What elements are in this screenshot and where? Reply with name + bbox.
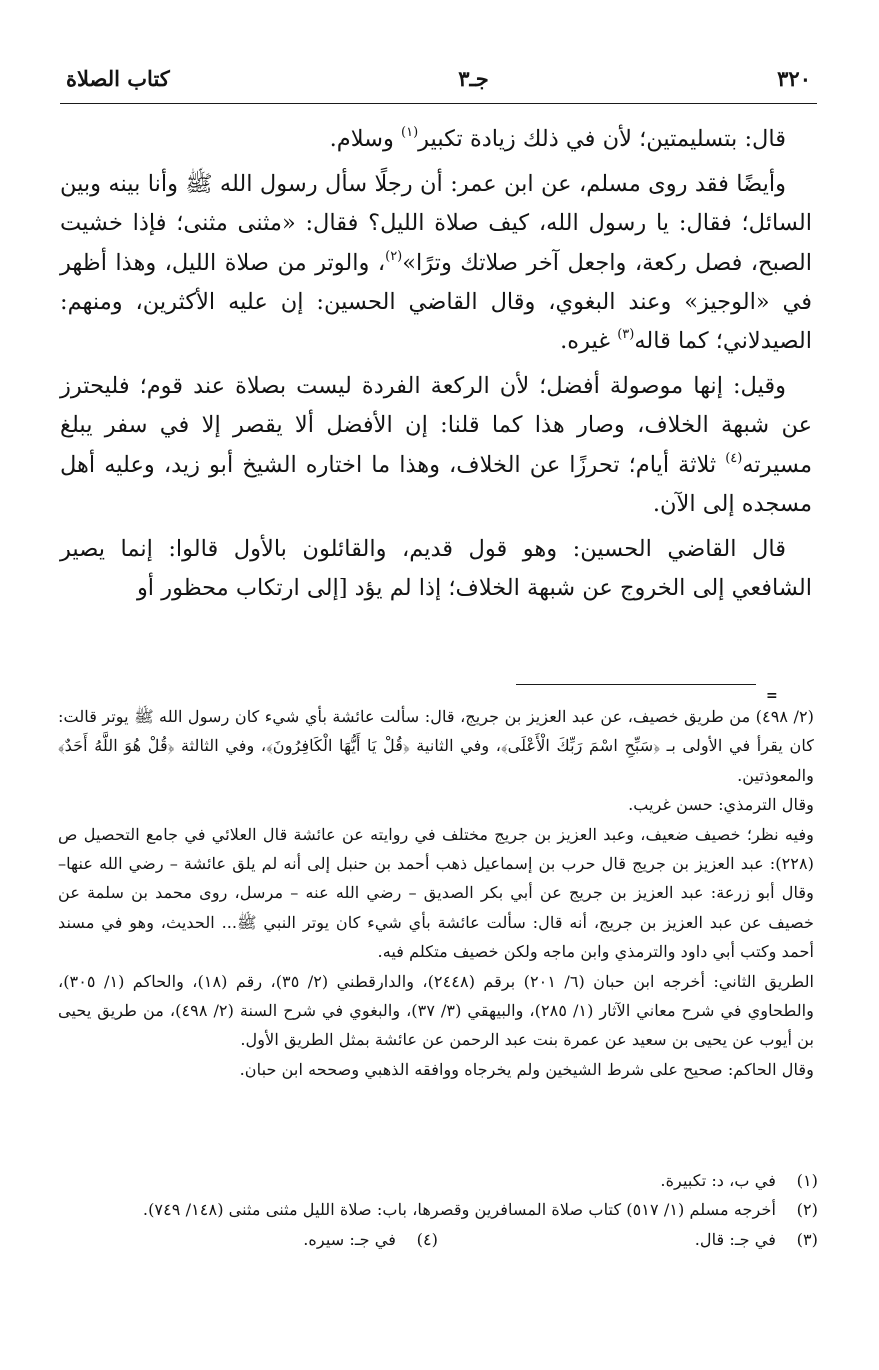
footnote-ref-2[interactable]: (٢): [385, 248, 403, 264]
p2-text-b: ، والوتر من صلاة الليل، وهذا أظهر في «الوجيز» وعند البغوي، وقال القاضي الحسين: إن عليه الأكثرين، ومنهم: الصيدلاني؛ كما قاله: [60, 249, 812, 355]
paragraph-1: [60, 120, 812, 159]
page-number: ٣٢٠: [777, 66, 811, 91]
footnote-cont-line-4: الطريق الثاني: أخرجه ابن حبان (٦/ ٢٠١) برقم (٢٤٤٨)، والدارقطني (٢/ ٣٥)، رقم (١٨)، والحاكم (١/ ٣٠٥)، والطحاوي في شرح معاني الآثار (١/ ٢٨٥)، والبيهقي (٣/ ٣٧)، والبغوي في شرح السنة (٢/ ٤٩٨)، من طريق يحيى بن أيوب عن يحيى بن سعيد عن عمرة بنت عبد الرحمن عن عائشة بمثل الطريق الأول.: [58, 971, 815, 1050]
header-rule: [60, 103, 817, 104]
footnote-cont-line-3: وفيه نظر؛ خصيف ضعيف، وعبد العزيز بن جريج مختلف في روايته عن عائشة قال العلائي في جامع التحصيل ص (٢٢٨): عبد العزيز بن جريج قال حرب بن إسماعيل ذهب أحمد بن حنبل إلى أنه لم يلق عائشة – رضي الله عنها– وقال أبو زرعة: عبد العزيز بن جريج عن أبي بكر الصديق – رضي الله عنه – مرسل، روى محمد بن سلمة عن خصيف عن عبد العزيز بن جريج، أنه قال: سألت عائشة بأي شيء كان يوتر النبي ﷺ... الحديث، وهو في مسند أحمد وكتب أبي داود والترمذي وابن ماجه ولكن خصيف متكلم فيه.: [58, 824, 814, 962]
footnote-item: [58, 1195, 818, 1224]
footnote-separator: [516, 684, 756, 685]
footnote-item: [58, 1166, 818, 1195]
footnote-cont-line-1: (٢/ ٤٩٨) من طريق خصيف، عن عبد العزيز بن جريج، قال: سألت عائشة بأي شيء كان رسول الله ﷺ يوتر قالت: كان يقرأ في الأولى بـ ﴿سَبِّحِ اسْمَ رَبِّكَ الْأَعْلَى﴾، وفي الثانية ﴿قُلْ يَا أَيُّهَا الْكَافِرُونَ﴾، وفي الثالثة ﴿قُلْ هُوَ اللَّهُ أَحَدٌ﴾ والمعوذتين.: [58, 707, 814, 785]
book-title: كتاب الصلاة: [66, 66, 170, 91]
footnote-number: (٤): [416, 1229, 438, 1249]
main-text: [60, 120, 812, 614]
footnote-text: أخرجه مسلم (١/ ٥١٧) كتاب صلاة المسافرين وقصرها، باب: صلاة الليل مثنى مثنى (١٤٨/ ٧٤٩).: [142, 1200, 776, 1220]
footnote-number: (٣): [796, 1229, 818, 1249]
paragraph-3: [60, 367, 812, 524]
footnote-item: [438, 1225, 818, 1254]
footnote-ref-4[interactable]: (٤): [725, 450, 743, 466]
p1-text-end: وسلام.: [329, 126, 401, 152]
footnote-continuation-mark: =: [766, 688, 778, 704]
footnote-ref-1[interactable]: (١): [401, 125, 419, 140]
footnote-item: [58, 1225, 438, 1254]
p2-text-c: غيره.: [560, 328, 618, 355]
footnote-number: (٢): [796, 1200, 818, 1220]
footnote-pair: [58, 1225, 818, 1254]
footnote-text: في ب، د: تكبيرة.: [660, 1171, 776, 1190]
footnote-ref-3[interactable]: (٣): [617, 327, 635, 343]
footnote-cont-line-5: وقال الحاكم: صحيح على شرط الشيخين ولم يخرجاه ووافقه الذهبي وصححه ابن حبان.: [239, 1059, 814, 1079]
footnote-cont-line-2: وقال الترمذي: حسن غريب.: [628, 795, 814, 815]
footnote-text: في جـ: قال.: [694, 1229, 776, 1249]
p1-text: قال: بتسليمتين؛ لأن في ذلك زيادة تكبير: [418, 126, 786, 152]
p2-text-a: وأيضًا فقد روى مسلم، عن ابن عمر: أن رجلًا سأل رسول الله ﷺ وأنا بينه وبين السائل؛ فقال: يا رسول الله، كيف صلاة الليل؟ فقال: «مثنى مثنى؛ فإذا خشيت الصبح، فصل ركعة، واجعل آخر صلاتك وترًا»: [60, 171, 812, 276]
p3-text-a: وقيل: إنها موصولة أفضل؛ لأن الركعة الفردة ليست بصلاة عند قوم؛ فليحترز عن شبهة الخلاف، وصار هذا كما قلنا: إن الأفضل ألا يقصر إلا في سفر يبلغ مسيرته: [60, 373, 812, 478]
footnote-list: [58, 1166, 818, 1254]
volume-label: جـ٣: [458, 66, 489, 91]
paragraph-4: قال القاضي الحسين: وهو قول قديم، والقائلون بالأول قالوا: إنما يصير الشافعي إلى الخروج عن شبهة الخلاف؛ إذا لم يؤد [إلى ارتكاب محظور أو: [60, 536, 812, 602]
page-header: [66, 66, 811, 96]
paragraph-2: [60, 165, 812, 361]
footnote-continuation: [58, 702, 814, 1084]
footnote-number: (١): [796, 1171, 818, 1190]
p3-text-b: ثلاثة أيام؛ تحرزًا عن الخلاف، وهذا ما اختاره الشيخ أبو زيد، وعليه أهل مسجده إلى الآن.: [60, 451, 812, 517]
footnote-text: في جـ: سيره.: [303, 1229, 396, 1249]
